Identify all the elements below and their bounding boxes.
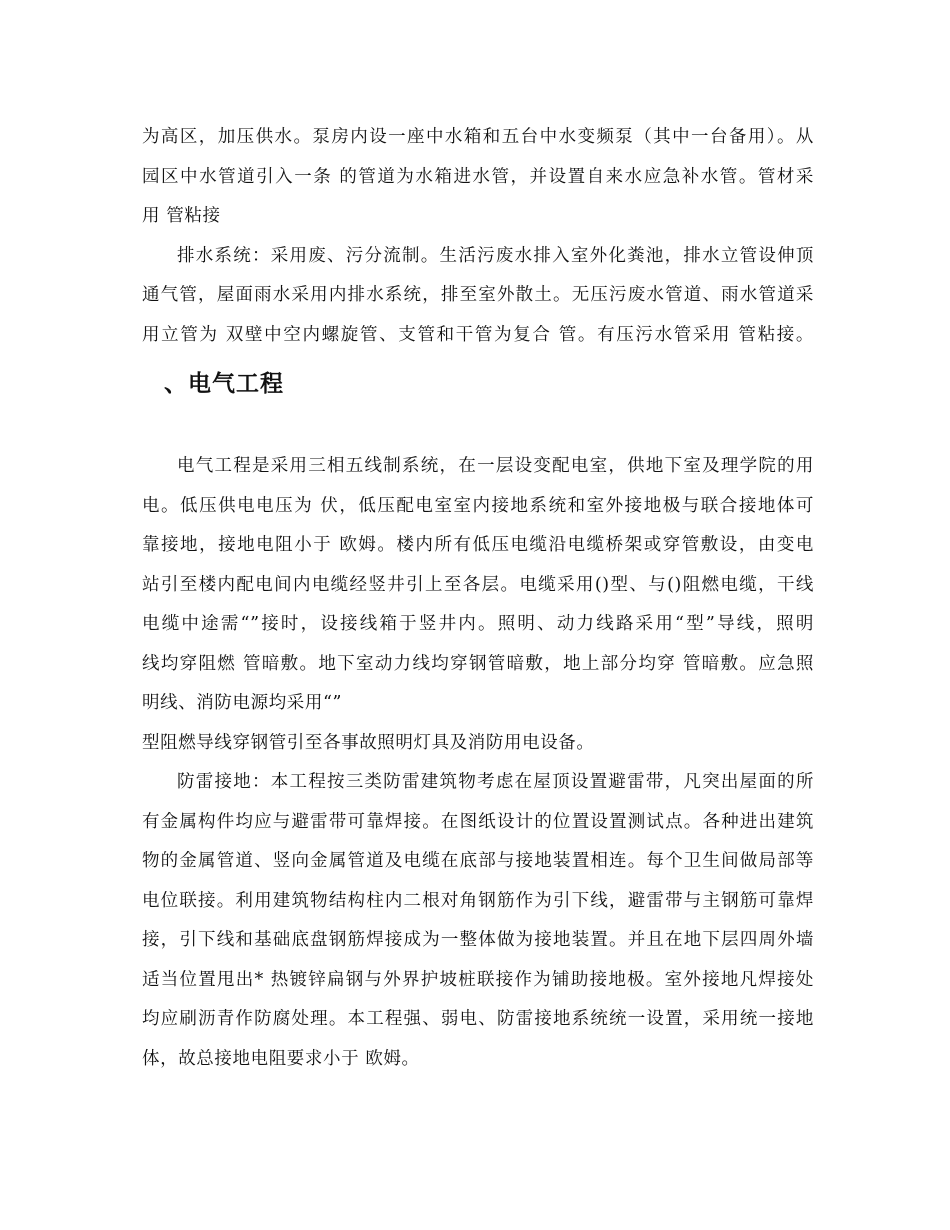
text-line: 电气工程是采用三相五线制系统，在一层设变配电室，供地下室及理学院的用: [177, 456, 814, 476]
section-heading-electrical: 、电气工程: [164, 371, 284, 397]
text-line: 靠接地，接地电阻小于 欧姆。楼内所有低压电缆沿电缆桥架或穿管敷设，由变电: [142, 535, 814, 555]
text-line: 物的金属管道、竖向金属管道及电缆在底部与接地装置相连。每个卫生间做局部等: [142, 851, 814, 871]
text-line: 排水系统：采用废、污分流制。生活污废水排入室外化粪池，排水立管设伸顶: [177, 245, 814, 266]
text-line: 适当位置甩出* 热镀锌扁钢与外界护坡桩联接作为铺助接地极。室外接地凡焊接处: [142, 969, 814, 990]
text-line: 体，故总接地电阻要求小于 欧姆。: [142, 1048, 420, 1069]
text-line: 均应刷沥青作防腐处理。本工程强、弱电、防雷接地系统统一设置，采用统一接地: [142, 1009, 814, 1029]
text-line: 电位联接。利用建筑物结构柱内二根对角钢筋作为引下线，避雷带与主钢筋可靠焊: [142, 890, 814, 911]
text-line: 用 管粘接: [142, 206, 221, 226]
text-line: 明线、消防电源均采用“”: [142, 693, 343, 713]
text-line: 电。低压供电电压为 伏，低压配电室室内接地系统和室外接地极与联合接地体可: [142, 495, 814, 516]
paragraph-drainage: [142, 237, 814, 356]
text-line: 防雷接地：本工程按三类防雷建筑物考虑在屋顶设置避雷带，凡突出屋面的所: [177, 772, 814, 792]
text-line: 通气管，屋面雨水采用内排水系统，排至室外散土。无压污废水管道、雨水管道采: [142, 285, 814, 305]
text-line: 站引至楼内配电间内电缆经竖井引上至各层。电缆采用()型、与()阻燃电缆，干线: [142, 574, 814, 595]
text-line: 用立管为 双壁中空内螺旋管、支管和干管为复合 管。有压污水管采用 管粘接。: [142, 324, 814, 345]
text-line: 园区中水管道引入一条 的管道为水箱进水管，并设置自来水应急补水管。管材采: [142, 166, 814, 187]
text-line: 型阻燃导线穿钢管引至各事故照明灯具及消防用电设备。: [142, 732, 595, 753]
text-line: 电缆中途需“”接时，设接线箱于竖井内。照明、动力线路采用“型”导线，照明: [142, 614, 814, 634]
text-line: 为高区，加压供水。泵房内设一座中水箱和五台中水变频泵（其中一台备用）。从: [142, 127, 814, 147]
paragraph-electrical: [142, 447, 814, 763]
text-line: 线均穿阻燃 管暗敷。地下室动力线均穿钢管暗敷，地上部分均穿 管暗敷。应急照: [142, 653, 814, 674]
document-page: [142, 118, 814, 1079]
paragraph-water-supply: [142, 118, 814, 237]
text-line: 接，引下线和基础底盘钢筋焊接成为一整体做为接地装置。并且在地下层四周外墙: [142, 930, 814, 950]
paragraph-lightning-protection: [142, 763, 814, 1079]
text-line: 有金属构件均应与避雷带可靠焊接。在图纸设计的位置设置测试点。各种进出建筑: [142, 811, 814, 832]
